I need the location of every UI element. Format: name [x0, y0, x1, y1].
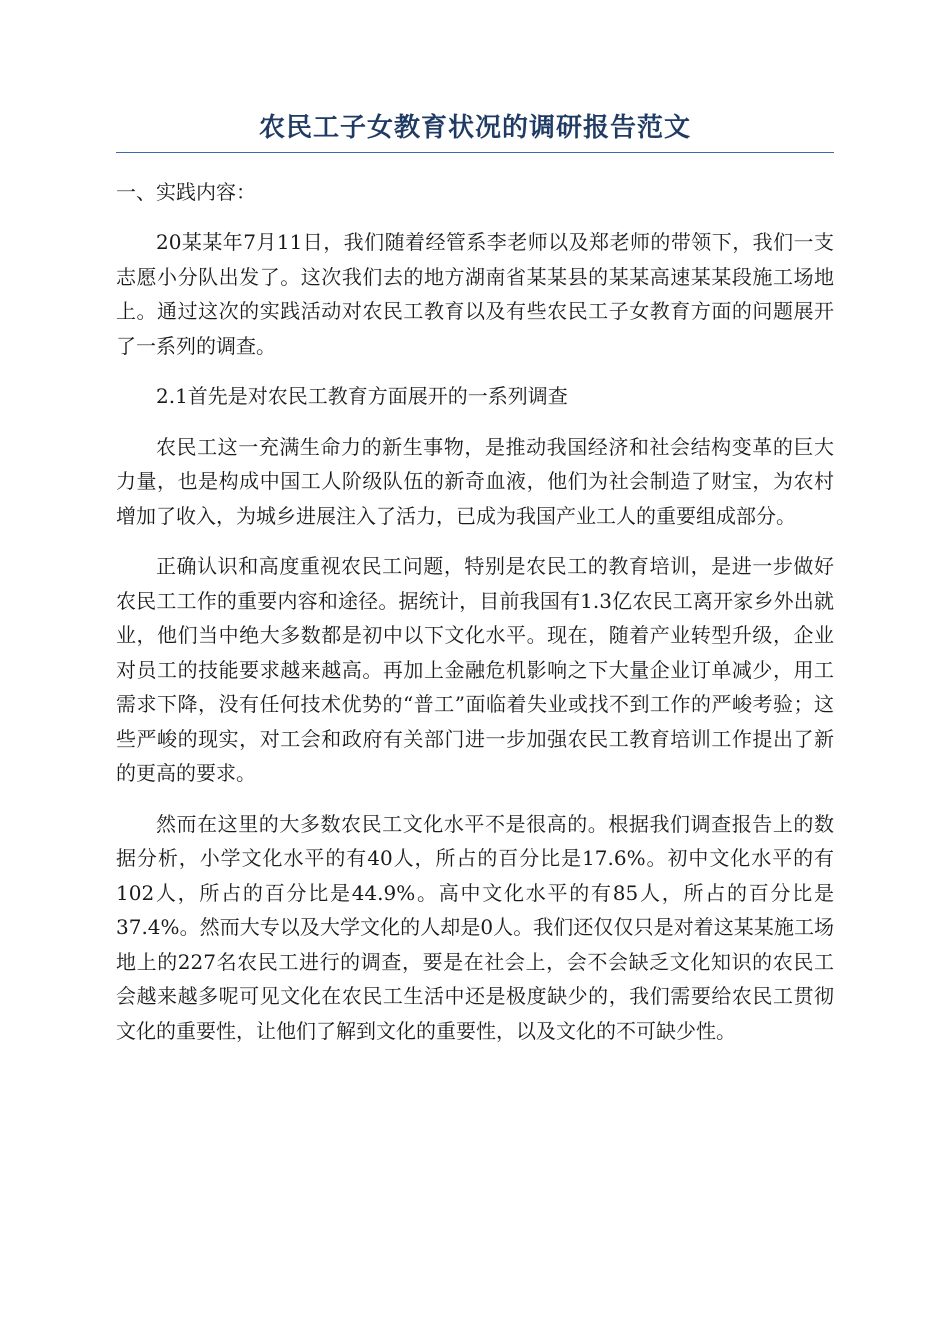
paragraph-2-subheading: 2.1首先是对农民工教育方面展开的一系列调查 [156, 384, 568, 408]
document-page [116, 110, 834, 1064]
section-heading: 一、实践内容： [116, 180, 256, 204]
document-title: 农民工子女教育状况的调研报告范文 [258, 113, 691, 143]
paragraph-1: 20某某年7月11日，我们随着经管系李老师以及郑老师的带领下，我们一支志愿小分队出发了。这次我们去的地方湖南省某某县的某某高速某某段施工场地上。通过这次的实践活动对农民工教育以及有些农民工子女教育方面的问题展开了一系列的调查。 [116, 230, 834, 358]
title-underline [116, 152, 834, 153]
paragraph-4: 正确认识和高度重视农民工问题，特别是农民工的教育培训，是进一步做好农民工工作的重要内容和途径。据统计，目前我国有1.3亿农民工离开家乡外出就业，他们当中绝大多数都是初中以下文化水平。现在，随着产业转型升级，企业对员工的技能要求越来越高。再加上金融危机影响之下大量企业订单减少，用工需求下降，没有任何技术优势的“普工”面临着失业或找不到工作的严峻考验；这些严峻的现实，对工会和政府有关部门进一步加强农民工教育培训工作提出了新的更高的要求。 [116, 554, 834, 785]
paragraph-3: 农民工这一充满生命力的新生事物，是推动我国经济和社会结构变革的巨大力量，也是构成中国工人阶级队伍的新奇血液，他们为社会制造了财宝，为农村增加了收入，为城乡进展注入了活力，已成为我国产业工人的重要组成部分。 [116, 434, 834, 528]
paragraph-5: 然而在这里的大多数农民工文化水平不是很高的。根据我们调查报告上的数据分析，小学文化水平的有40人，所占的百分比是17.6%。初中文化水平的有102人，所占的百分比是44.9%。高中文化水平的有85人，所占的百分比是37.4%。然而大专以及大学文化的人却是0人。我们还仅仅只是对着这某某施工场地上的227名农民工进行的调查，要是在社会上，会不会缺乏文化知识的农民工会越来越多呢可见文化在农民工生活中还是极度缺少的，我们需要给农民工贯彻文化的重要性，让他们了解到文化的重要性，以及文化的不可缺少性。 [116, 811, 834, 1043]
